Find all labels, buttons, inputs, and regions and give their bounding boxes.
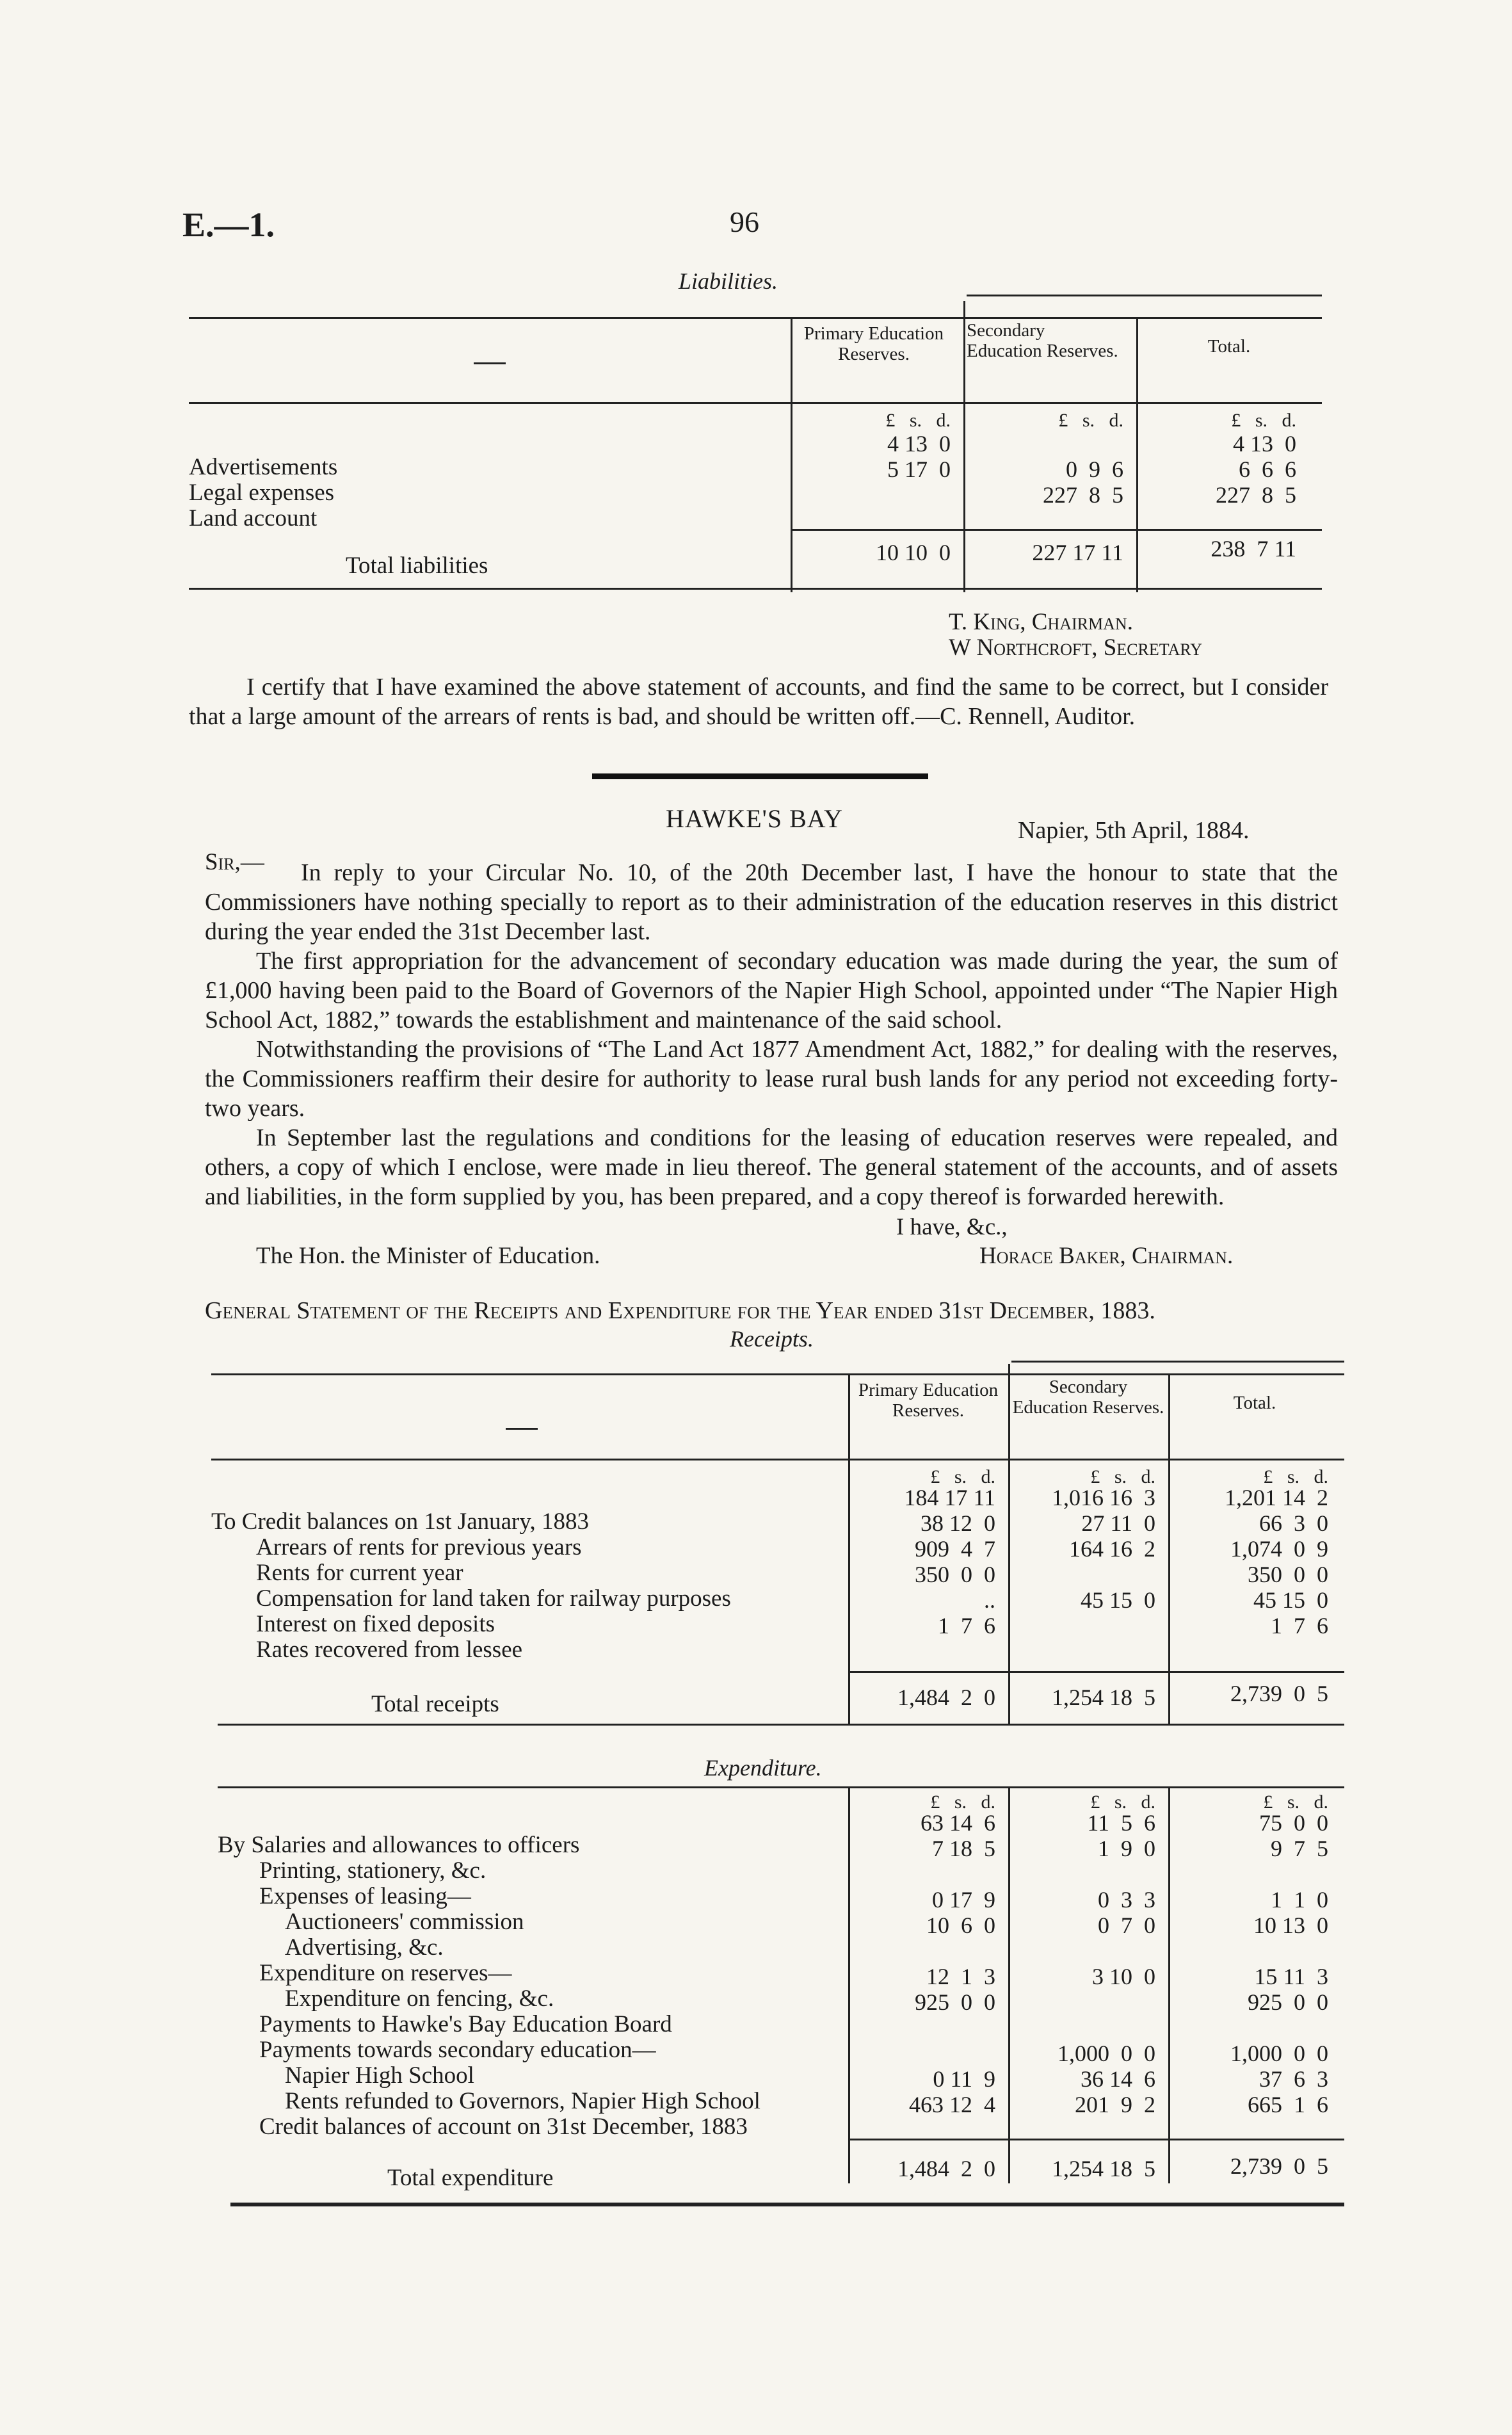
exp-row-secondary: 3 10 0: [1092, 1964, 1155, 1989]
exp-row-primary: 0 11 9: [933, 2066, 995, 2092]
exp-row-total: 1,000 0 0: [1230, 2041, 1328, 2066]
rec-row-primary: 1 7 6: [938, 1613, 995, 1638]
exp-total-primary: 1,484 2 0: [897, 2156, 995, 2181]
rec-row-label: Rents for current year: [256, 1560, 463, 1586]
letter-paragraph: In September last the regulations and conditions for the leasing of education reserves were repealed, and others, a copy of which I enclose, were made in lieu thereof. The general statement of the accounts, and of assets and liabilities, in the form supplied by you, has been prepared, and a copy thereof is forwarded herewith.: [205, 1124, 1338, 1210]
exp-row-label: Payments to Hawke's Bay Education Board: [259, 2011, 672, 2037]
exp-row-label: Napier High School: [285, 2062, 474, 2089]
rec-row-primary: ..: [984, 1587, 995, 1613]
rec-row-label: Compensation for land taken for railway purposes: [256, 1585, 731, 1612]
letter-paragraph: Notwithstanding the provisions of “The Land Act 1877 Amendment Act, 1882,” for dealing with the reserves, the Commissioners reaffirm their desire for authority to lease rural bush lands for any period not exceeding forty-two years.: [205, 1036, 1338, 1122]
exp-row-total: 75 0 0: [1259, 1810, 1328, 1836]
rec-row-label: Rates recovered from lessee: [256, 1637, 523, 1663]
rec-row-total: 1,074 0 9: [1230, 1536, 1328, 1562]
rec-row-label: Interest on fixed deposits: [256, 1611, 495, 1637]
rec-row-total: 45 15 0: [1253, 1587, 1328, 1613]
exp-row-secondary: 36 14 6: [1081, 2066, 1155, 2092]
exp-row-secondary: 0 3 3: [1098, 1887, 1155, 1913]
exp-row-primary: 63 14 6: [921, 1810, 995, 1836]
exp-row-total: 10 13 0: [1253, 1913, 1328, 1938]
liab-row-total: 4 13 0: [1233, 431, 1296, 457]
liab-row-label: Legal expenses: [189, 480, 335, 506]
rec-row-secondary: 1,016 16 3: [1052, 1485, 1155, 1510]
liab-total-primary: 10 10 0: [876, 540, 951, 565]
signature-chairman: T. King, Chairman.: [949, 609, 1133, 635]
receipts-caption: Receipts.: [730, 1326, 814, 1352]
liab-units-total: £ s. d.: [1231, 410, 1296, 431]
exp-row-total: 925 0 0: [1248, 1989, 1328, 2015]
exp-row-secondary: 11 5 6: [1087, 1810, 1155, 1836]
rec-row-label: Arrears of rents for previous years: [256, 1534, 582, 1560]
rec-units-primary: £ s. d.: [930, 1466, 995, 1487]
exp-row-total: 9 7 5: [1271, 1836, 1328, 1861]
signature-secretary: W Northcroft, Secretary: [949, 635, 1203, 661]
rec-row-total: 350 0 0: [1248, 1562, 1328, 1587]
rec-col-total: Total.: [1233, 1393, 1276, 1413]
liab-units-primary: £ s. d.: [885, 410, 951, 431]
rec-row-primary: 350 0 0: [915, 1562, 995, 1587]
exp-row-total: 37 6 3: [1259, 2066, 1328, 2092]
exp-row-total: 1 1 0: [1271, 1887, 1328, 1913]
exp-row-label: Expenditure on fencing, &c.: [285, 1986, 554, 2012]
exp-row-primary: 925 0 0: [915, 1989, 995, 2015]
rec-row-primary: 909 4 7: [915, 1536, 995, 1562]
liabilities-caption: Liabilities.: [679, 268, 778, 294]
exp-row-total: 665 1 6: [1248, 2092, 1328, 2117]
rec-row-secondary: 45 15 0: [1081, 1587, 1155, 1613]
auditor-note: I certify that I have examined the above statement of accounts, and find the same to be correct, but I consider that a large amount of the arrears of rents is bad, and should be written off.—C. Rennell, Auditor.: [189, 674, 1328, 730]
liab-row-secondary: 0 9 6: [1066, 457, 1123, 482]
liab-row-primary: 5 17 0: [887, 457, 951, 482]
liab-row-label: Land account: [189, 505, 318, 531]
letter-heading: HAWKE'S BAY: [666, 804, 843, 833]
rec-units-total: £ s. d.: [1263, 1466, 1328, 1487]
liab-col-primary: Primary Education Reserves.: [803, 323, 944, 364]
rec-units-secondary: £ s. d.: [1090, 1466, 1155, 1487]
exp-row-label: Payments towards secondary education—: [259, 2037, 656, 2063]
exp-row-label: Expenses of leasing—: [259, 1883, 471, 1909]
rec-row-total: 66 3 0: [1259, 1510, 1328, 1536]
rec-row-total: 1 7 6: [1271, 1613, 1328, 1638]
section-code: E.—1.: [182, 206, 275, 244]
liab-row-total: 227 8 5: [1216, 482, 1296, 508]
exp-units-secondary: £ s. d.: [1090, 1792, 1155, 1813]
exp-row-primary: 10 6 0: [926, 1913, 995, 1938]
liab-col-total: Total.: [1207, 336, 1251, 357]
liab-total-secondary: 227 17 11: [1032, 540, 1123, 565]
exp-row-secondary: 1 9 0: [1098, 1836, 1155, 1861]
rec-total-total: 2,739 0 5: [1230, 1681, 1328, 1706]
rec-total-label: Total receipts: [371, 1691, 499, 1717]
rec-total-secondary: 1,254 18 5: [1052, 1685, 1155, 1710]
exp-row-total: 15 11 3: [1254, 1964, 1328, 1989]
rec-col-secondary: Secondary Education Reserves.: [1012, 1377, 1164, 1418]
expenditure-caption: Expenditure.: [704, 1755, 822, 1781]
exp-row-label: Expenditure on reserves—: [259, 1960, 512, 1986]
exp-row-label: Advertising, &c.: [285, 1934, 444, 1961]
liab-total-total: 238 7 11: [1210, 536, 1296, 562]
statement-title: General Statement of the Receipts and Expenditure for the Year ended 31st December, 1883.: [205, 1297, 1155, 1324]
exp-row-secondary: 0 7 0: [1098, 1913, 1155, 1938]
rec-row-label: To Credit balances on 1st January, 1883: [211, 1509, 589, 1535]
exp-row-label: By Salaries and allowances to officers: [218, 1832, 580, 1858]
rec-col-primary: Primary Education Reserves.: [858, 1380, 999, 1421]
exp-units-primary: £ s. d.: [930, 1792, 995, 1813]
exp-row-primary: 12 1 3: [926, 1964, 995, 1989]
rec-row-primary: 38 12 0: [921, 1510, 995, 1536]
liab-row-secondary: 227 8 5: [1043, 482, 1123, 508]
letter-paragraph: The first appropriation for the advancement of secondary education was made during the year, the sum of £1,000 having been paid to the Board of Governors of the Napier High School, appointed under “The Napier High School Act, 1882,” towards the establishment and maintenance of the said school.: [205, 948, 1338, 1033]
section-divider: [592, 773, 928, 779]
letter-addressee: The Hon. the Minister of Education.: [256, 1243, 600, 1269]
rec-row-secondary: 164 16 2: [1069, 1536, 1155, 1562]
rec-total-primary: 1,484 2 0: [897, 1685, 995, 1710]
letter-place-date: Napier, 5th April, 1884.: [1018, 817, 1250, 844]
liab-col-secondary: Secondary Education Reserves.: [967, 320, 1118, 361]
exp-row-label: Credit balances of account on 31st December, 1883: [259, 2114, 748, 2140]
exp-row-primary: 0 17 9: [932, 1887, 995, 1913]
liab-row-label: Advertisements: [189, 454, 338, 480]
exp-row-primary: 7 18 5: [932, 1836, 995, 1861]
exp-total-total: 2,739 0 5: [1230, 2153, 1328, 2179]
exp-row-secondary: 1,000 0 0: [1058, 2041, 1155, 2066]
exp-total-label: Total expenditure: [387, 2165, 554, 2191]
letter-salutation: Sir,—: [205, 849, 264, 875]
exp-row-label: Auctioneers' commission: [285, 1909, 524, 1935]
exp-total-secondary: 1,254 18 5: [1052, 2156, 1155, 2181]
liab-units-secondary: £ s. d.: [1058, 410, 1123, 431]
liab-row-primary: 4 13 0: [887, 431, 951, 457]
page-number: 96: [730, 206, 759, 238]
letter-paragraph: In reply to your Circular No. 10, of the 20th December last, I have the honour to state that the Commissioners have nothing specially to report as to their administration of the education reserves in this district during the year ended the 31st December last.: [205, 859, 1338, 945]
exp-row-primary: 463 12 4: [909, 2092, 995, 2117]
letter-signature: Horace Baker, Chairman.: [979, 1243, 1234, 1269]
rec-row-total: 1,201 14 2: [1225, 1485, 1328, 1510]
liab-total-label: Total liabilities: [346, 553, 488, 579]
rec-row-primary: 184 17 11: [904, 1485, 995, 1510]
letter-closing: I have, &c.,: [896, 1214, 1008, 1240]
liab-row-total: 6 6 6: [1239, 457, 1296, 482]
exp-row-label: Rents refunded to Governors, Napier High School: [285, 2088, 760, 2114]
exp-units-total: £ s. d.: [1263, 1792, 1328, 1813]
exp-row-secondary: 201 9 2: [1075, 2092, 1155, 2117]
rec-row-secondary: 27 11 0: [1081, 1510, 1155, 1536]
exp-row-label: Printing, stationery, &c.: [259, 1857, 487, 1884]
